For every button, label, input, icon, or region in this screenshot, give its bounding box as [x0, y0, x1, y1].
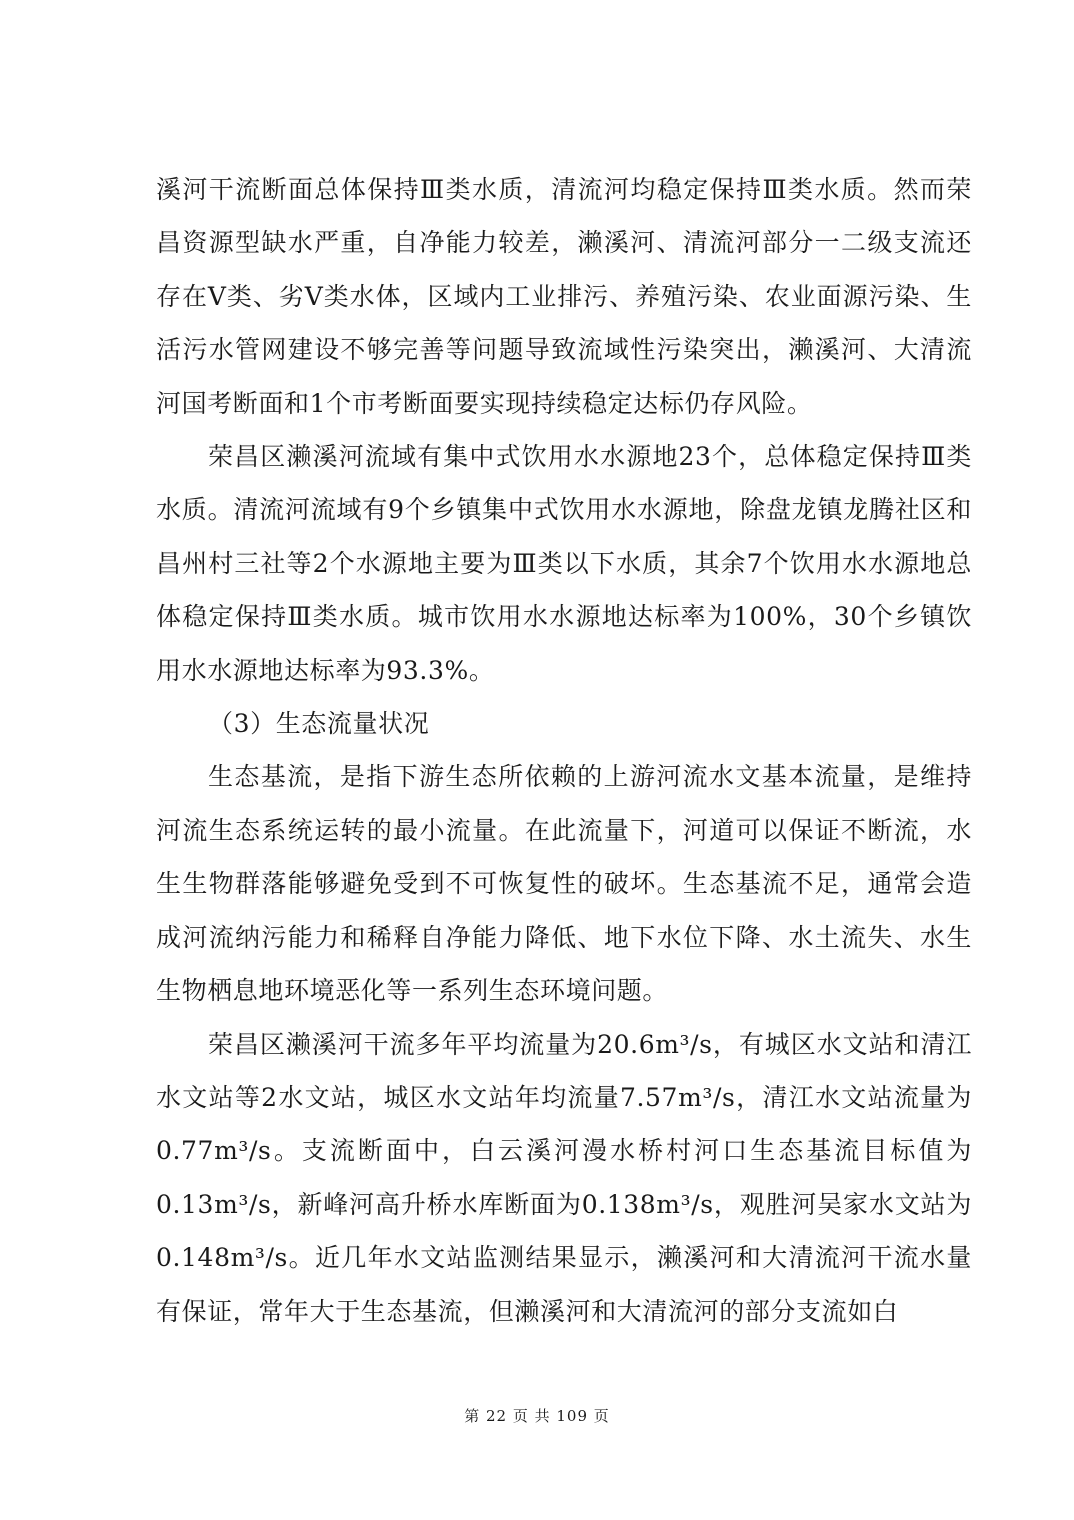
page-number-footer: 第 22 页 共 109 页 [464, 1407, 610, 1425]
paragraph-river-flow-data: 荣昌区濑溪河干流多年平均流量为20.6m³/s，有城区水文站和清江水文站等2水文站，城区水文站年均流量7.57m³/s，清江水文站流量为0.77m³/s。支流断面中，白云溪河漫水桥村河口生态基流目标值为0.13m³/s，新峰河高升桥水库断面为0.138m³/s，观胜河吴家水文站为0.148m³/s。近几年水文站监测结果显示，濑溪河和大清流河干流水量有保证，常年大于生态基流，但濑溪河和大清流河的部分支流如白 [156, 1029, 972, 1326]
paragraph-water-quality-rivers: 溪河干流断面总体保持Ⅲ类水质，清流河均稳定保持Ⅲ类水质。然而荣昌资源型缺水严重，自净能力较差，濑溪河、清流河部分一二级支流还存在Ⅴ类、劣Ⅴ类水体，区域内工业排污、养殖污染、农业面源污染、生活污水管网建设不够完善等问题导致流域性污染突出，濑溪河、大清流河国考断面和1个市考断面要实现持续稳定达标仍存风险。 [156, 175, 972, 418]
paragraph-ecological-baseflow-definition: 生态基流，是指下游生态所依赖的上游河流水文基本流量，是维持河流生态系统运转的最小流量。在此流量下，河道可以保证不断流，水生生物群落能够避免受到不可恢复性的破坏。生态基流不足，通常会造成河流纳污能力和稀释自净能力降低、地下水位下降、水土流失、水生生物栖息地环境恶化等一系列生态环境问题。 [156, 762, 972, 1006]
section-heading-ecological-flow: （3）生态流量状况 [208, 709, 430, 739]
document-body [156, 163, 972, 1338]
paragraph-drinking-water-sources: 荣昌区濑溪河流域有集中式饮用水水源地23个，总体稳定保持Ⅲ类水质。清流河流域有9个乡镇集中式饮用水水源地，除盘龙镇龙腾社区和昌州村三社等2个水源地主要为Ⅲ类以下水质，其余7个饮用水水源地总体稳定保持Ⅲ类水质。城市饮用水水源地达标率为100%，30个乡镇饮用水水源地达标率为93.3%。 [156, 442, 972, 685]
